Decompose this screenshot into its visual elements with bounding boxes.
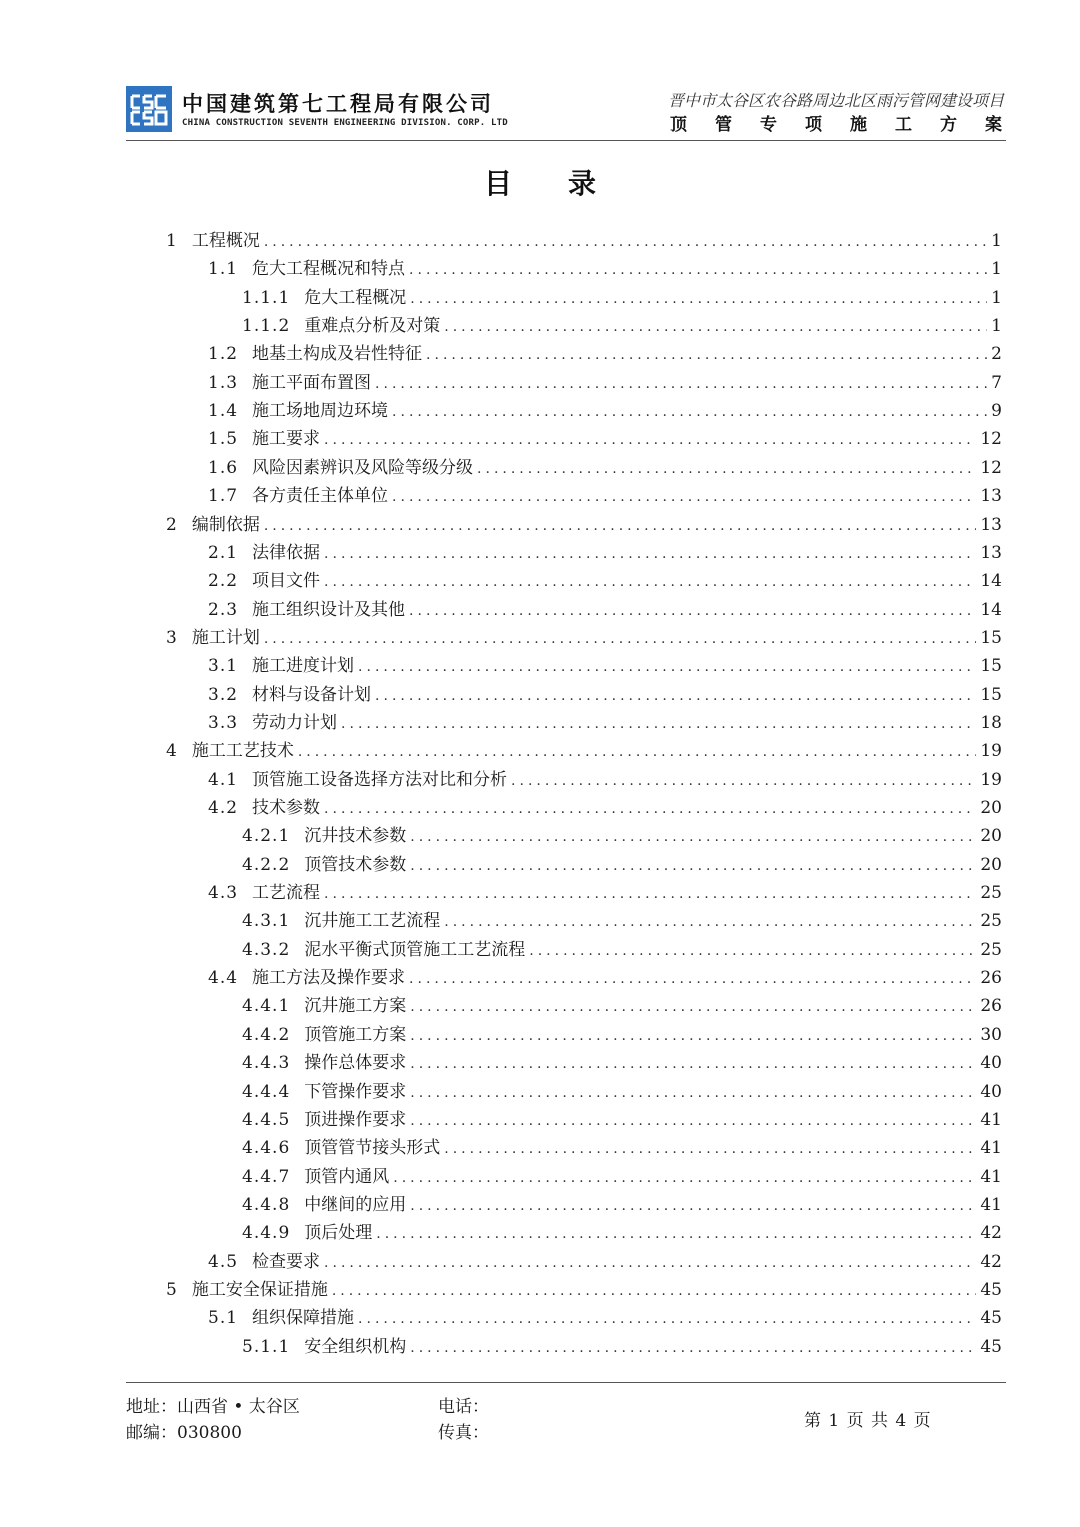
company-name-en: CHINA CONSTRUCTION SEVENTH ENGINEERING DIVISION. CORP. LTD [182,118,508,128]
toc-entry-title: 施工进度计划 [252,656,355,677]
toc-entry[interactable] [208,396,1002,424]
toc-entry-page: 20 [980,854,1002,875]
header-divider [126,140,1006,141]
toc-entry[interactable] [208,708,1002,736]
toc-leader-dots [410,1340,976,1356]
toc-leader-dots [410,858,976,874]
toc-leader-dots [444,914,976,930]
footer-phone: 电话： [438,1397,489,1417]
toc-entry-number: 4.4.7 [242,1166,291,1187]
toc-entry-page: 1 [991,231,1002,251]
toc-entry[interactable] [242,1133,1002,1161]
toc-entry-number: 4.4.2 [242,1024,291,1045]
toc-leader-dots [324,801,976,817]
toc-entry-page: 45 [980,1336,1002,1357]
toc-entry-title: 项目文件 [252,571,321,592]
toc-entry-title: 泥水平衡式顶管施工工艺流程 [304,939,526,960]
toc-entry[interactable] [242,821,1002,849]
toc-entry[interactable] [208,538,1002,566]
toc-entry-page: 40 [980,1081,1002,1102]
toc-entry[interactable] [242,1162,1002,1190]
toc-leader-dots [376,1226,976,1242]
toc-leader-dots [410,1198,976,1214]
toc-entry-page: 41 [980,1138,1002,1159]
toc-entry-page: 45 [980,1279,1002,1300]
toc-entry-title: 顶管施工方案 [304,1024,407,1045]
toc-entry[interactable] [242,935,1002,963]
toc-entry[interactable] [208,424,1002,452]
toc-leader-dots [410,999,976,1015]
toc-entry-page: 26 [980,968,1002,989]
page-footer [126,1392,1006,1452]
toc-entry-title: 施工工艺技术 [191,741,294,762]
toc-entry[interactable] [242,1332,1002,1360]
toc-entry-number: 4.5 [208,1251,239,1272]
toc-leader-dots [410,1113,976,1129]
cscec-logo-icon [126,86,172,132]
toc-entry-page: 12 [980,457,1002,478]
toc-entry-page: 19 [980,769,1002,790]
toc-leader-dots [298,744,977,760]
toc-entry-title: 重难点分析及对策 [304,316,441,337]
toc-entry[interactable] [242,1105,1002,1133]
toc-leader-dots [264,518,977,534]
toc-entry[interactable] [208,765,1002,793]
toc-entry-number: 3.2 [208,684,239,705]
toc-entry[interactable] [242,283,1002,311]
toc-entry[interactable] [242,906,1002,934]
toc-entry-title: 沉井技术参数 [304,826,407,847]
toc-entry-page: 25 [980,911,1002,932]
toc-entry-page: 9 [991,401,1002,422]
toc-leader-dots [358,1311,976,1327]
toc-entry-number: 4.4 [208,968,239,989]
toc-leader-dots [375,376,987,392]
toc-leader-dots [392,489,976,505]
toc-leader-dots [529,943,976,959]
toc-entry-page: 42 [980,1223,1002,1244]
toc-entry-number: 4 [166,741,178,762]
toc-entry-page: 13 [980,514,1002,535]
toc-entry-number: 1.1.2 [242,316,291,337]
toc-entry-title: 顶后处理 [304,1223,373,1244]
toc-entry[interactable] [208,651,1002,679]
toc-leader-dots [264,234,987,250]
toc-entry-number: 4.4.8 [242,1194,291,1215]
toc-entry-page: 1 [991,259,1002,280]
toc-entry-number: 1.1.1 [242,287,291,308]
toc-entry[interactable] [242,1218,1002,1246]
toc-entry-page: 19 [980,741,1002,762]
project-title: 晋中市太谷区农谷路周边北区雨污管网建设项目 [667,91,1004,110]
toc-entry-page: 14 [980,571,1002,592]
company-name-cn: 中国建筑第七工程局有限公司 [182,92,494,116]
toc-entry-number: 3.1 [208,656,239,677]
toc-entry[interactable] [242,311,1002,339]
toc-entry-number: 4.4.3 [242,1053,291,1074]
toc-entry-number: 5.1.1 [242,1336,291,1357]
toc-entry-title: 组织保障措施 [252,1308,355,1329]
toc-entry-page: 26 [980,996,1002,1017]
footer-postcode: 邮编：030800 [126,1423,242,1443]
toc-entry[interactable] [208,339,1002,367]
toc-entry-page: 41 [980,1109,1002,1130]
toc-entry[interactable] [242,1020,1002,1048]
toc-entry-number: 3.3 [208,712,239,733]
toc-entry-title: 工艺流程 [252,883,321,904]
toc-entry-number: 4.4.1 [242,996,291,1017]
toc-entry-page: 12 [980,429,1002,450]
toc-entry-title: 地基土构成及岩性特征 [252,344,423,365]
toc-entry-title: 工程概况 [191,231,260,251]
toc-entry-number: 4.1 [208,769,239,790]
toc-entry[interactable] [242,850,1002,878]
toc-entry[interactable] [166,226,1002,254]
footer-divider [126,1382,1006,1383]
footer-address: 地址：山西省 • 太谷区 [126,1397,300,1417]
toc-entry-title: 顶管管节接头形式 [304,1138,441,1159]
toc-leader-dots [410,1028,976,1044]
toc-entry-page: 14 [980,599,1002,620]
toc-entry-page: 18 [980,712,1002,733]
toc-leader-dots [392,404,987,420]
toc-entry-title: 法律依据 [252,542,321,563]
toc-entry[interactable] [208,595,1002,623]
toc-leader-dots [409,603,976,619]
toc-entry-number: 4.4.9 [242,1223,291,1244]
toc-leader-dots [444,319,987,335]
toc-entry-title: 操作总体要求 [304,1053,407,1074]
toc-leader-dots [410,829,976,845]
toc-entry[interactable] [208,566,1002,594]
toc-entry-page: 13 [980,542,1002,563]
toc-entry-title: 顶进操作要求 [304,1109,407,1130]
toc-entry-title: 顶管技术参数 [304,854,407,875]
toc-entry[interactable] [242,1077,1002,1105]
toc-entry-number: 3 [166,627,178,648]
toc-entry-title: 检查要求 [252,1251,321,1272]
toc-entry-number: 1.6 [208,457,239,478]
toc-entry-number: 1.3 [208,372,239,393]
toc-entry-page: 20 [980,826,1002,847]
toc-entry-number: 1 [166,231,178,251]
toc-entry-title: 中继间的应用 [304,1194,407,1215]
toc-entry-page: 15 [980,627,1002,648]
toc-entry-page: 2 [991,344,1002,365]
toc-entry-title: 劳动力计划 [252,712,338,733]
toc-entry-title: 施工方法及操作要求 [252,968,406,989]
toc-entry[interactable] [166,510,1002,538]
toc-entry-page: 41 [980,1166,1002,1187]
toc-entry-page: 30 [980,1024,1002,1045]
toc-entry-title: 顶管施工设备选择方法对比和分析 [252,769,508,790]
toc-entry-page: 41 [980,1194,1002,1215]
toc-leader-dots [426,347,987,363]
toc-entry-number: 1.4 [208,401,239,422]
document-title: 顶管专项施工方案 [670,115,1030,135]
footer-fax: 传真： [438,1423,489,1443]
toc-entry-title: 风险因素辨识及风险等级分级 [252,457,474,478]
toc-entry-title: 施工组织设计及其他 [252,599,406,620]
toc-entry-number: 4.4.6 [242,1138,291,1159]
toc-entry[interactable] [208,453,1002,481]
toc-entry-number: 2.3 [208,599,239,620]
toc-entry[interactable] [208,793,1002,821]
toc-entry-number: 1.2 [208,344,239,365]
toc-leader-dots [409,971,976,987]
toc-entry-title: 沉井施工工艺流程 [304,911,441,932]
toc-entry-title: 施工平面布置图 [252,372,372,393]
toc-entry-title: 顶管内通风 [304,1166,390,1187]
toc-entry-title: 下管操作要求 [304,1081,407,1102]
toc-entry-page: 1 [991,316,1002,337]
toc-leader-dots [264,631,977,647]
toc-entry-number: 2.1 [208,542,239,563]
toc-entry-number: 4.4.5 [242,1109,291,1130]
toc-entry-title: 施工安全保证措施 [191,1279,328,1300]
toc-entry[interactable] [242,1190,1002,1218]
toc-entry-number: 4.2 [208,798,239,818]
toc-entry-number: 4.3 [208,883,239,904]
toc-entry-page: 25 [980,883,1002,904]
toc-leader-dots [324,1255,976,1271]
toc-entry-number: 5.1 [208,1308,239,1329]
toc-entry-page: 45 [980,1308,1002,1329]
toc-entry-title: 各方责任主体单位 [252,486,389,507]
toc-entry-title: 技术参数 [252,798,321,818]
toc-leader-dots [324,546,976,562]
toc-entry[interactable] [166,1275,1002,1303]
toc-entry[interactable] [242,991,1002,1019]
toc-title: 目录 [483,167,652,200]
toc-entry[interactable] [208,481,1002,509]
toc-entry-number: 1.5 [208,429,239,450]
toc-entry-title: 施工要求 [252,429,321,450]
toc-entry-title: 编制依据 [191,514,260,535]
toc-entry-page: 7 [991,372,1002,393]
toc-entry-page: 42 [980,1251,1002,1272]
toc-entry-number: 5 [166,1279,178,1300]
toc-leader-dots [511,773,976,789]
footer-page-info: 第 1 页 共 4 页 [804,1411,932,1431]
toc-entry-number: 4.3.2 [242,939,291,960]
toc-entry-page: 40 [980,1053,1002,1074]
toc-entry[interactable] [166,623,1002,651]
toc-leader-dots [375,688,976,704]
toc-entry-title: 施工计划 [191,627,260,648]
toc-entry[interactable] [208,680,1002,708]
toc-entry-page: 13 [980,486,1002,507]
toc-entry[interactable] [208,368,1002,396]
toc-leader-dots [332,1283,977,1299]
toc-entry[interactable] [208,963,1002,991]
toc-entry-title: 施工场地周边环境 [252,401,389,422]
toc-entry-title: 危大工程概况 [304,287,407,308]
toc-leader-dots [410,1056,976,1072]
toc-entry-page: 20 [980,798,1002,818]
toc-entry[interactable] [208,878,1002,906]
toc-entry-number: 4.3.1 [242,911,291,932]
toc-leader-dots [358,659,976,675]
toc-entry-page: 15 [980,656,1002,677]
toc-entry[interactable] [208,1247,1002,1275]
toc-entry[interactable] [208,254,1002,282]
toc-leader-dots [341,716,976,732]
toc-entry-title: 安全组织机构 [304,1336,407,1357]
toc-entry-number: 2.2 [208,571,239,592]
toc-entry-title: 材料与设备计划 [252,684,372,705]
toc-entry-number: 1.7 [208,486,239,507]
toc-entry[interactable] [208,1303,1002,1331]
toc-leader-dots [410,1085,976,1101]
toc-entry-title: 危大工程概况和特点 [252,259,406,280]
toc-leader-dots [324,886,976,902]
toc-entry-number: 4.2.2 [242,854,291,875]
toc-entry-title: 沉井施工方案 [304,996,407,1017]
toc-leader-dots [393,1170,976,1186]
toc-entry[interactable] [166,736,1002,764]
toc-entry-number: 2 [166,514,178,535]
toc-entry[interactable] [242,1048,1002,1076]
toc-entry-page: 1 [991,287,1002,308]
toc-entry-number: 4.2.1 [242,826,291,847]
toc-leader-dots [409,262,987,278]
toc-leader-dots [477,461,976,477]
toc-entry-number: 4.4.4 [242,1081,291,1102]
toc-entry-page: 15 [980,684,1002,705]
toc-leader-dots [324,432,976,448]
toc-entry-page: 25 [980,939,1002,960]
page-header [126,84,1030,140]
toc-leader-dots [444,1141,976,1157]
toc-leader-dots [324,574,976,590]
toc-entry-number: 1.1 [208,259,239,280]
toc-leader-dots [410,291,987,307]
